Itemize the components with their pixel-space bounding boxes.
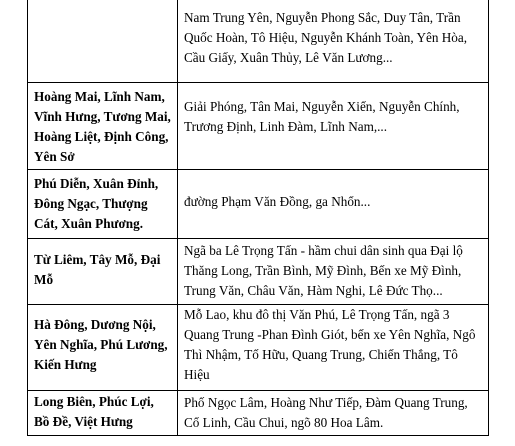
streets-cell: đường Phạm Văn Đồng, ga Nhổn... [178, 170, 489, 239]
table-row [28, 0, 489, 83]
table-row [28, 305, 489, 391]
area-cell [28, 0, 178, 83]
table-row [28, 83, 489, 170]
area-cell: Hà Đông, Dương Nội, Yên Nghĩa, Phú Lương, Kiến Hưng [28, 305, 178, 391]
streets-cell: Ngã ba Lê Trọng Tấn - hầm chui dân sinh qua Đại lộ Thăng Long, Trần Bình, Mỹ Đình, Bến xe Mỹ Đình, Trung Văn, Châu Văn, Hàm Nghi, Lê Đức Thọ... [178, 239, 489, 305]
area-cell: Từ Liêm, Tây Mỗ, Đại Mỗ [28, 239, 178, 305]
streets-cell: Phố Ngọc Lâm, Hoàng Như Tiếp, Đàm Quang Trung, Cổ Linh, Cầu Chui, ngõ 80 Hoa Lâm. [178, 391, 489, 436]
area-cell: Phú Diễn, Xuân Đỉnh, Đông Ngạc, Thượng Cát, Xuân Phương. [28, 170, 178, 239]
area-cell: Long Biên, Phúc Lợi, Bồ Đề, Việt Hưng [28, 391, 178, 436]
streets-cell: Nam Trung Yên, Nguyễn Phong Sắc, Duy Tân, Trần Quốc Hoàn, Tô Hiệu, Nguyễn Khánh Toàn, Yên Hòa, Cầu Giấy, Xuân Thủy, Lê Văn Lương... [178, 0, 489, 83]
table-row [28, 239, 489, 305]
table-row [28, 391, 489, 436]
streets-cell: Giải Phóng, Tân Mai, Nguyễn Xiển, Nguyễn Chính, Trương Định, Linh Đàm, Lĩnh Nam,... [178, 83, 489, 170]
streets-cell: Mỗ Lao, khu đô thị Văn Phú, Lê Trọng Tấn, ngã 3 Quang Trung -Phan Đình Giót, bến xe Yên Nghĩa, Ngô Thì Nhậm, Tố Hữu, Quang Trung, Chiến Thắng, Tô Hiệu [178, 305, 489, 391]
area-cell: Hoàng Mai, Lĩnh Nam, Vĩnh Hưng, Tương Mai, Hoàng Liệt, Định Công, Yên Sở [28, 83, 178, 170]
flood-streets-table [27, 0, 489, 436]
table-row [28, 170, 489, 239]
